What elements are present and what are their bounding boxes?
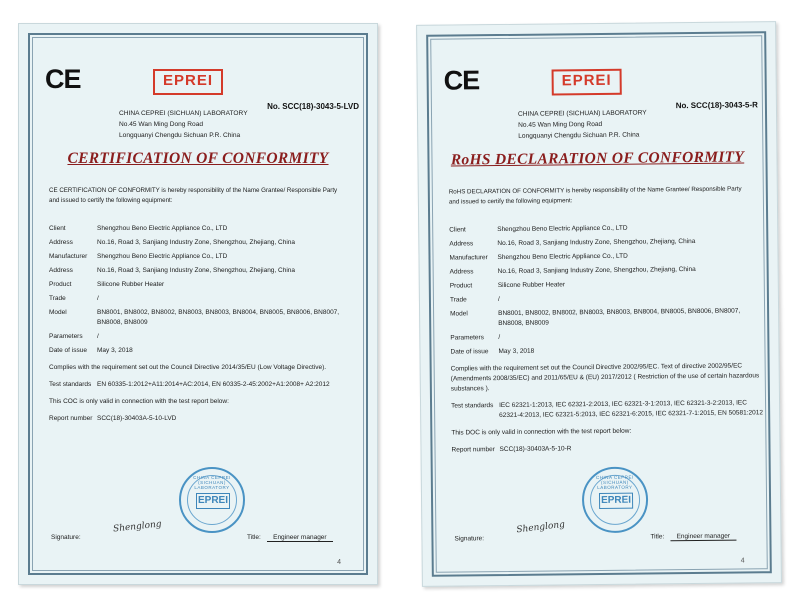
field-row [450, 264, 762, 277]
field-value: BN8001, BN8002, BN8002, BN8003, BN8003, BN8004, BN8005, BN8006, BN8007, BN8008, BN8009 [97, 309, 340, 326]
report-value: SCC(18)-30403A-5-10-R [499, 445, 572, 454]
field-label: Address [49, 239, 73, 246]
field-value: Shengzhou Beno Electric Appliance Co., LTD [97, 225, 228, 232]
field-value: No.16, Road 3, Sanjiang Industry Zone, Shengzhou, Zhejiang, China [497, 237, 696, 248]
field-row [449, 236, 761, 249]
lab-name: CHINA CEPREI (SICHUAN) LABORATORY [119, 110, 248, 117]
field-label: Address [449, 240, 474, 248]
lab-seal [582, 466, 649, 533]
lab-address [119, 108, 248, 141]
ce-certificate [18, 23, 378, 585]
field-row [49, 346, 361, 356]
certificate-title: CERTIFICATION OF CONFORMITY [67, 150, 329, 167]
validity-text: This COC is only valid in connection with the test report below: [49, 398, 229, 405]
intro-text: RoHS DECLARATION OF CONFORMITY is hereby responsibility of the Name Grantee/ Responsible Party and issued to certify the following equipment: [448, 185, 742, 206]
field-value: / [97, 333, 99, 340]
field-row [450, 330, 762, 343]
field-row [49, 252, 361, 262]
field-row [450, 344, 762, 357]
seal-logo: EPREI [599, 493, 633, 509]
lab-street: No.45 Wan Ming Dong Road [119, 121, 204, 128]
report-value: SCC(18)-30403A-5-10-LVD [97, 415, 177, 422]
signer-title-block [650, 533, 736, 542]
field-value: / [498, 334, 501, 342]
field-row [450, 306, 762, 329]
compliance-text: Complies with the requirement set out the Council Directive 2014/35/EU (Low Voltage Directive). [49, 364, 327, 371]
lab-street: No.45 Wan Ming Dong Road [518, 120, 603, 129]
rohs-certificate [416, 21, 782, 587]
field-value: Silicone Rubber Heater [97, 281, 165, 288]
certificate-number: No. SCC(18)-3043-5-R [675, 100, 758, 111]
standards-row [451, 398, 763, 421]
field-value: No.16, Road 3, Sanjiang Industry Zone, Shengzhou, Zhejiang, China [97, 267, 296, 274]
report-label: Report number [451, 446, 495, 454]
intro-text: CE CERTIFICATION OF CONFORMITY is hereby responsibility of the Name Grantee/ Responsible Party and issued to certify the following equipment: [49, 187, 338, 204]
field-row [49, 266, 361, 276]
field-label: Address [449, 268, 474, 276]
field-value: No.16, Road 3, Sanjiang Industry Zone, Shengzhou, Zhejiang, China [497, 265, 696, 276]
field-label: Parameters [49, 333, 83, 340]
certificate-fields [49, 224, 361, 428]
field-label: Product [49, 281, 72, 288]
field-value: / [497, 296, 500, 304]
field-row [49, 280, 361, 290]
field-row [49, 238, 361, 248]
validity-text: This DOC is only valid in connection with the test report below: [451, 427, 632, 437]
standards-row [49, 380, 361, 390]
corner-mark: 4 [740, 557, 745, 565]
field-label: Trade [49, 295, 66, 302]
signature-block [454, 519, 566, 543]
signer-title-label: Title: [650, 533, 665, 541]
field-row [450, 292, 762, 305]
standards-label: Test standards [49, 381, 92, 388]
field-value: Shengzhou Beno Electric Appliance Co., LTD [497, 252, 628, 262]
certificate-number: No. SCC(18)-3043-5-LVD [267, 102, 359, 111]
field-label: Client [449, 226, 466, 234]
lab-city: Longquanyi Chengdu Sichuan P.R. China [518, 131, 640, 140]
field-row [49, 332, 361, 342]
field-value: BN8001, BN8002, BN8002, BN8003, BN8003, BN8004, BN8005, BN8006, BN8007, BN8008, BN8009 [498, 307, 741, 328]
field-value: Shengzhou Beno Electric Appliance Co., LTD [97, 253, 228, 260]
field-value: No.16, Road 3, Sanjiang Industry Zone, Shengzhou, Zhejiang, China [97, 239, 296, 246]
field-label: Product [449, 282, 473, 290]
field-value: May 3, 2018 [97, 347, 133, 354]
field-row [450, 278, 762, 291]
field-label: Address [49, 267, 73, 274]
seal-text: CHINA CEPREI (SICHUAN) LABORATORY [595, 474, 634, 491]
lab-seal [179, 467, 245, 533]
signer-title-value: Engineer manager [267, 534, 333, 542]
field-value: Shengzhou Beno Electric Appliance Co., LTD [497, 224, 628, 234]
field-label: Trade [449, 296, 467, 304]
signer-title-block [247, 534, 333, 542]
field-row [49, 308, 361, 328]
corner-mark: 4 [337, 559, 341, 566]
report-label: Report number [49, 415, 93, 422]
certificate-title: RoHS DECLARATION OF CONFORMITY [450, 148, 745, 169]
signature: Shenglong [112, 519, 163, 535]
field-row [49, 224, 361, 234]
field-value: / [97, 295, 99, 302]
standards-value: EN 60335-1:2012+A11:2014+AC:2014, EN 60335-2-45:2002+A1:2008+ A2:2012 [97, 381, 330, 388]
signature-label: Signature: [454, 535, 485, 543]
field-value: May 3, 2018 [498, 347, 535, 356]
standards-value: IEC 62321-1:2013, IEC 62321-2:2013, IEC 62321-3-1:2013, IEC 62321-3-2:2013, IEC 62321-4:2013, IEC 62321-5:2013, IEC 62321-6:2015, IEC 62321-7-1:2015, EN 50581:2012 [499, 399, 763, 420]
signer-title-label: Title: [247, 534, 261, 541]
field-label: Manufacturer [449, 254, 488, 262]
field-row [449, 250, 761, 263]
signature: Shenglong [515, 519, 566, 536]
ce-mark: CE [443, 65, 480, 96]
field-value: Silicone Rubber Heater [497, 281, 566, 290]
signature-block [51, 519, 163, 541]
field-label: Model [450, 310, 468, 318]
field-label: Client [49, 225, 66, 232]
lab-address [518, 107, 647, 141]
report-row [451, 442, 763, 455]
lab-city: Longquanyi Chengdu Sichuan P.R. China [119, 132, 241, 139]
standards-label: Test standards [451, 402, 494, 410]
field-label: Parameters [450, 334, 484, 342]
seal-text: CHINA CEPREI (SICHUAN) LABORATORY [193, 475, 231, 490]
field-row [49, 294, 361, 304]
ceprei-logo: EPREI [552, 69, 622, 96]
field-label: Date of issue [450, 348, 489, 356]
compliance-text: Complies with the requirement set out the Council Directive 2002/95/EC. Text of directive 2002/95/EC (Amendments 2008/35/EC) and 2011/65/EU & (EU) 2017/2012 ( Restriction of the use of certain hazardous substances ). [450, 362, 760, 393]
signer-title-value: Engineer manager [670, 533, 736, 542]
signature-label: Signature: [51, 534, 81, 541]
ceprei-logo: EPREI [153, 69, 223, 95]
lab-name: CHINA CEPREI (SICHUAN) LABORATORY [517, 109, 647, 118]
field-label: Model [49, 309, 67, 316]
ce-mark: CE [45, 64, 81, 94]
field-label: Date of issue [49, 347, 87, 354]
certificate-fields [449, 222, 763, 459]
field-row [449, 222, 761, 235]
field-label: Manufacturer [49, 253, 88, 260]
seal-logo: EPREI [196, 493, 230, 509]
report-row [49, 414, 361, 424]
